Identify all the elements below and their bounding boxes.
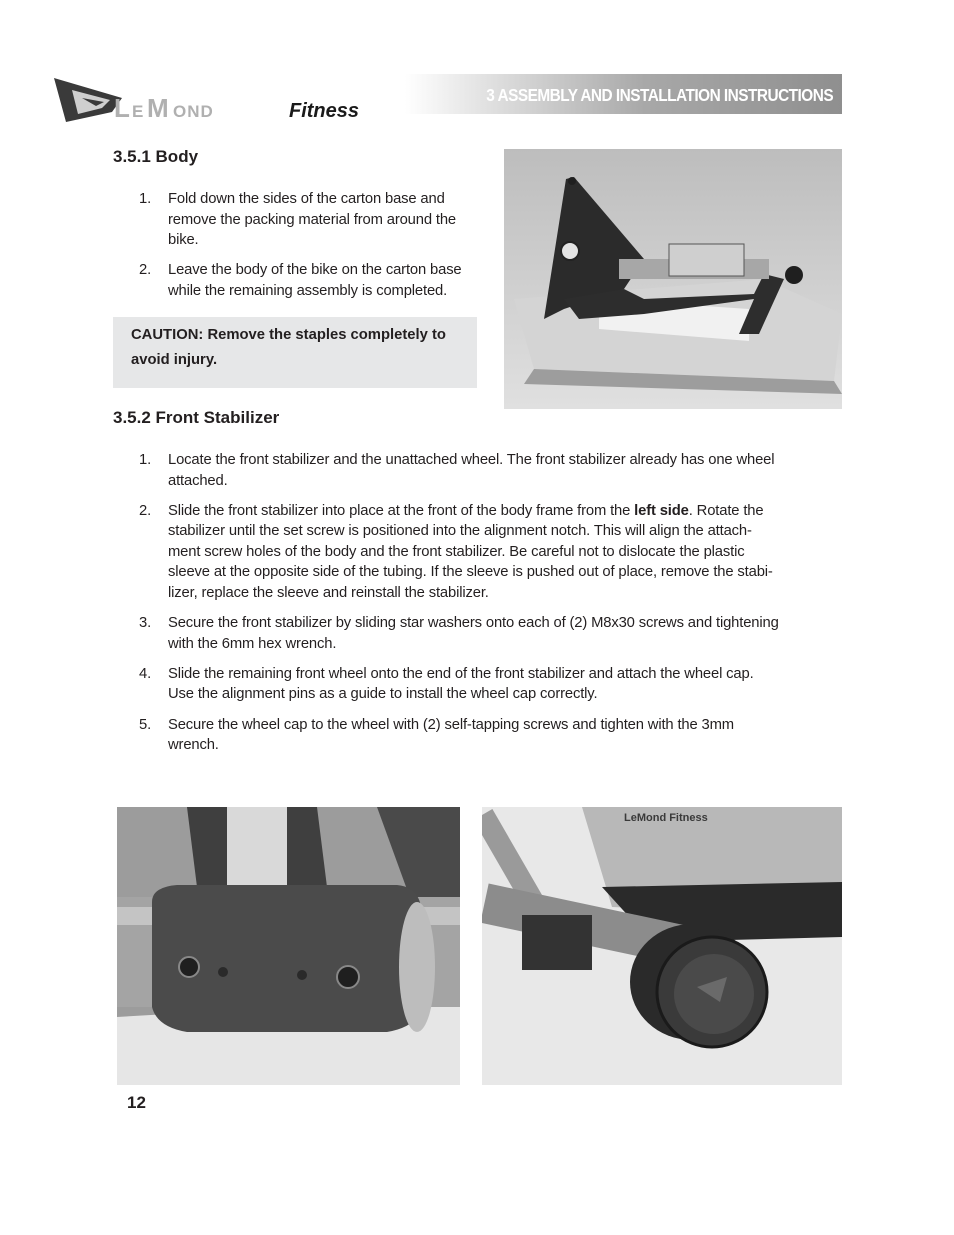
svg-text:OND: OND <box>173 102 214 121</box>
list-item: 1. Fold down the sides of the carton base and remove the packing material from around the bike. <box>139 191 456 249</box>
machine-logo-text: LeMond Fitness <box>624 812 708 824</box>
body-steps-list <box>113 189 493 311</box>
bike-body-photo <box>504 149 842 409</box>
wheel-cap-photo <box>482 807 842 1085</box>
page-number: 12 <box>127 1093 146 1112</box>
list-item: 5. Secure the wheel cap to the wheel with (2) self-tapping screws and tighten with the 3mm wrench. <box>139 716 734 754</box>
chapter-header-bar <box>405 74 842 114</box>
list-item: 1. Locate the front stabilizer and the unattached wheel. The front stabilizer already has one wheel attached. <box>139 452 775 489</box>
stabilizer-closeup-photo <box>117 807 460 1085</box>
list-item: 3. Secure the front stabilizer by sliding star washers onto each of (2) M8x30 screws and tightening with the 6mm hex wrench. <box>139 615 779 652</box>
list-item: 2. Slide the front stabilizer into place at the front of the body frame from the left side. Rotate the stabilizer until the set screw is positioned into the alignment notch. This will align the attach- ment screw holes of the body and the front stabilizer. Be careful not to dislocate the plastic sleeve at the opposite side of the tubing. If the sleeve is pushed out of place, remove the stabi- lizer, replace the sleeve and reinstall the stabilizer. <box>139 502 773 602</box>
stabilizer-steps-list <box>113 450 843 765</box>
caution-box: CAUTION: Remove the staples completely to avoid injury. <box>113 317 477 388</box>
svg-text:E: E <box>132 102 145 121</box>
svg-text:M: M <box>147 93 170 123</box>
section-heading-body: 3.5.1 Body <box>113 147 199 166</box>
emphasis-left-side: left side <box>634 502 689 519</box>
list-item: 4. Slide the remaining front wheel onto the end of the front stabilizer and attach the wheel cap. Use the alignment pins as a guide to install the wheel cap correctly. <box>139 665 754 703</box>
svg-text:Fitness: Fitness <box>289 100 360 122</box>
svg-text:L: L <box>114 93 131 123</box>
section-heading-front-stabilizer: 3.5.2 Front Stabilizer <box>113 408 280 427</box>
list-item: 2. Leave the body of the bike on the carton base while the remaining assembly is completed. <box>139 262 462 299</box>
chapter-title: 3 ASSEMBLY AND INSTALLATION INSTRUCTIONS <box>486 85 833 105</box>
lemond-fitness-logo <box>52 76 412 126</box>
